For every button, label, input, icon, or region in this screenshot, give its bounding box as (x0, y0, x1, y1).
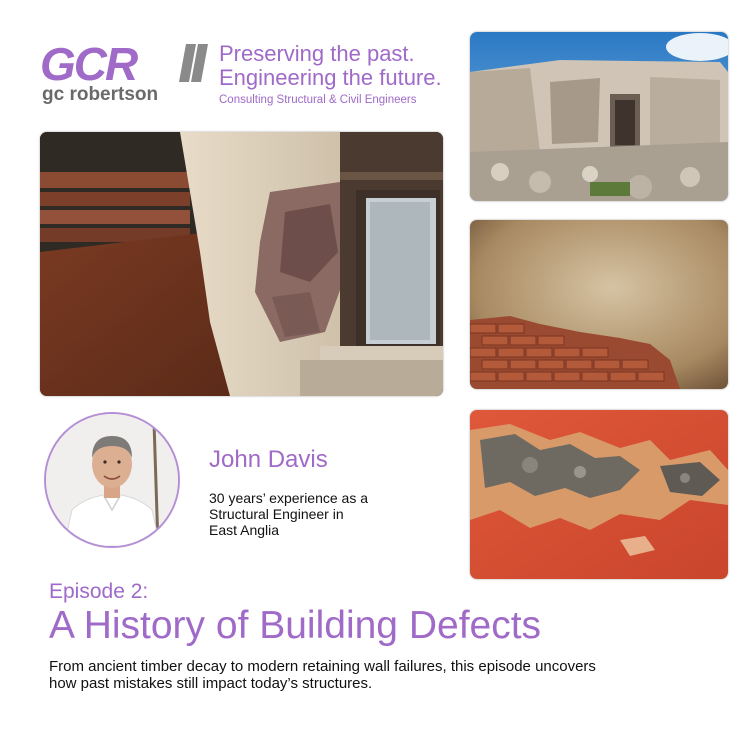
gcr-logo-mark (40, 40, 210, 86)
episode-description (49, 658, 729, 692)
tagline-line-3: Consulting Structural & Civil Engineers (219, 94, 417, 106)
episode-description-line: From ancient timber decay to modern retaining wall failures, this episode uncovers (49, 658, 596, 675)
episode-description-line: how past mistakes still impact today’s structures. (49, 675, 373, 692)
photo-peeling-red-wall (470, 410, 728, 579)
presenter-bio-line: East Anglia (209, 522, 280, 538)
main-photo-damaged-wall (40, 132, 443, 396)
episode-label: Episode 2: (49, 580, 149, 603)
logo-subtext: gc robertson (42, 84, 159, 105)
presenter-avatar (44, 412, 180, 548)
photo-plaster-and-brick (470, 220, 728, 389)
presenter-bio (209, 490, 429, 538)
tagline-line-2: Engineering the future. (219, 65, 442, 90)
gcr-logo (40, 40, 210, 104)
presenter-bio-line: 30 years’ experience as a (209, 490, 369, 506)
episode-title: A History of Building Defects (49, 604, 542, 647)
photo-ruined-building (470, 32, 728, 201)
tagline-line-1: Preserving the past. (219, 41, 415, 66)
presenter-name: John Davis (209, 446, 328, 473)
tagline (219, 42, 442, 106)
svg-text:GCR: GCR (40, 40, 137, 86)
presenter-bio-line: Structural Engineer in (209, 506, 344, 522)
